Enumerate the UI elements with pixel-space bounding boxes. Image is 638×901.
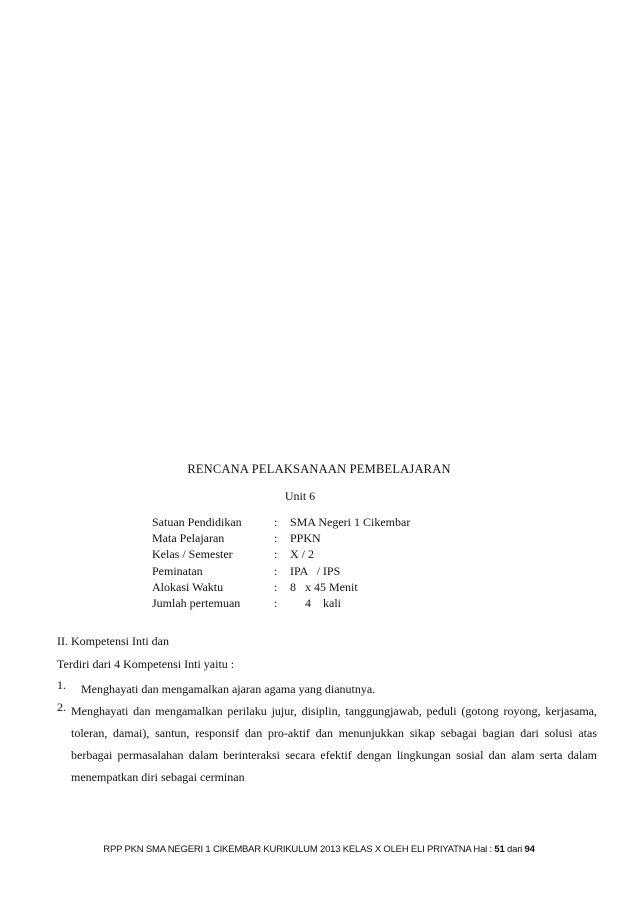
page-footer bbox=[0, 844, 638, 855]
identity-separator: : bbox=[274, 596, 278, 610]
identity-label: Kelas / Semester bbox=[152, 547, 233, 561]
footer-text: RPP PKN SMA NEGERI 1 CIKEMBAR KURIKULUM 2013 KELAS X OLEH ELI PRIYATNA Hal : bbox=[103, 844, 492, 855]
list-item-text: Menghayati dan mengamalkan ajaran agama yang dianutnya. bbox=[81, 682, 376, 696]
identity-value: IPA / IPS bbox=[290, 564, 341, 578]
identity-value: X / 2 bbox=[290, 547, 314, 561]
identity-label: Mata Pelajaran bbox=[152, 531, 225, 545]
identity-separator: : bbox=[274, 515, 278, 529]
identity-value: PPKN bbox=[290, 531, 321, 545]
identity-separator: : bbox=[274, 547, 278, 561]
identity-value: SMA Negeri 1 Cikembar bbox=[290, 515, 411, 529]
identity-label: Jumlah pertemuan bbox=[152, 596, 241, 610]
list-item-text: Menghayati dan mengamalkan perilaku jujur, disiplin, tanggungjawab, peduli (gotong royong, kerjasama, toleran, damai), santun, responsif dan pro-aktif dan menunjukkan sikap sebagai bagian dari solusi atas berbagai permasalahan dalam berinteraksi secara efektif dengan lingkungan sosial dan alam serta dalam menempatkan diri sebagai cerminan bbox=[71, 704, 597, 784]
section-heading: II. Kompetensi Inti dan bbox=[57, 634, 169, 648]
page-number: 51 bbox=[494, 844, 505, 855]
identity-separator: : bbox=[274, 564, 278, 578]
section-intro: Terdiri dari 4 Kompetensi Inti yaitu : bbox=[57, 657, 235, 671]
identity-label: Alokasi Waktu bbox=[152, 580, 224, 594]
list-item-number: 1. bbox=[57, 678, 66, 692]
identity-value: 8 x 45 Menit bbox=[290, 580, 358, 594]
identity-label: Peminatan bbox=[152, 564, 203, 578]
list-item-number: 2. bbox=[57, 700, 66, 714]
unit-label: Unit 6 bbox=[284, 489, 316, 503]
identity-separator: : bbox=[274, 531, 278, 545]
identity-separator: : bbox=[274, 580, 278, 594]
identity-value: 4 kali bbox=[290, 596, 341, 610]
document-title: RENCANA PELAKSANAAN PEMBELAJARAN bbox=[187, 462, 451, 476]
footer-of: dari bbox=[507, 844, 523, 855]
identity-label: Satuan Pendidikan bbox=[152, 515, 242, 529]
page-total: 94 bbox=[524, 844, 535, 855]
